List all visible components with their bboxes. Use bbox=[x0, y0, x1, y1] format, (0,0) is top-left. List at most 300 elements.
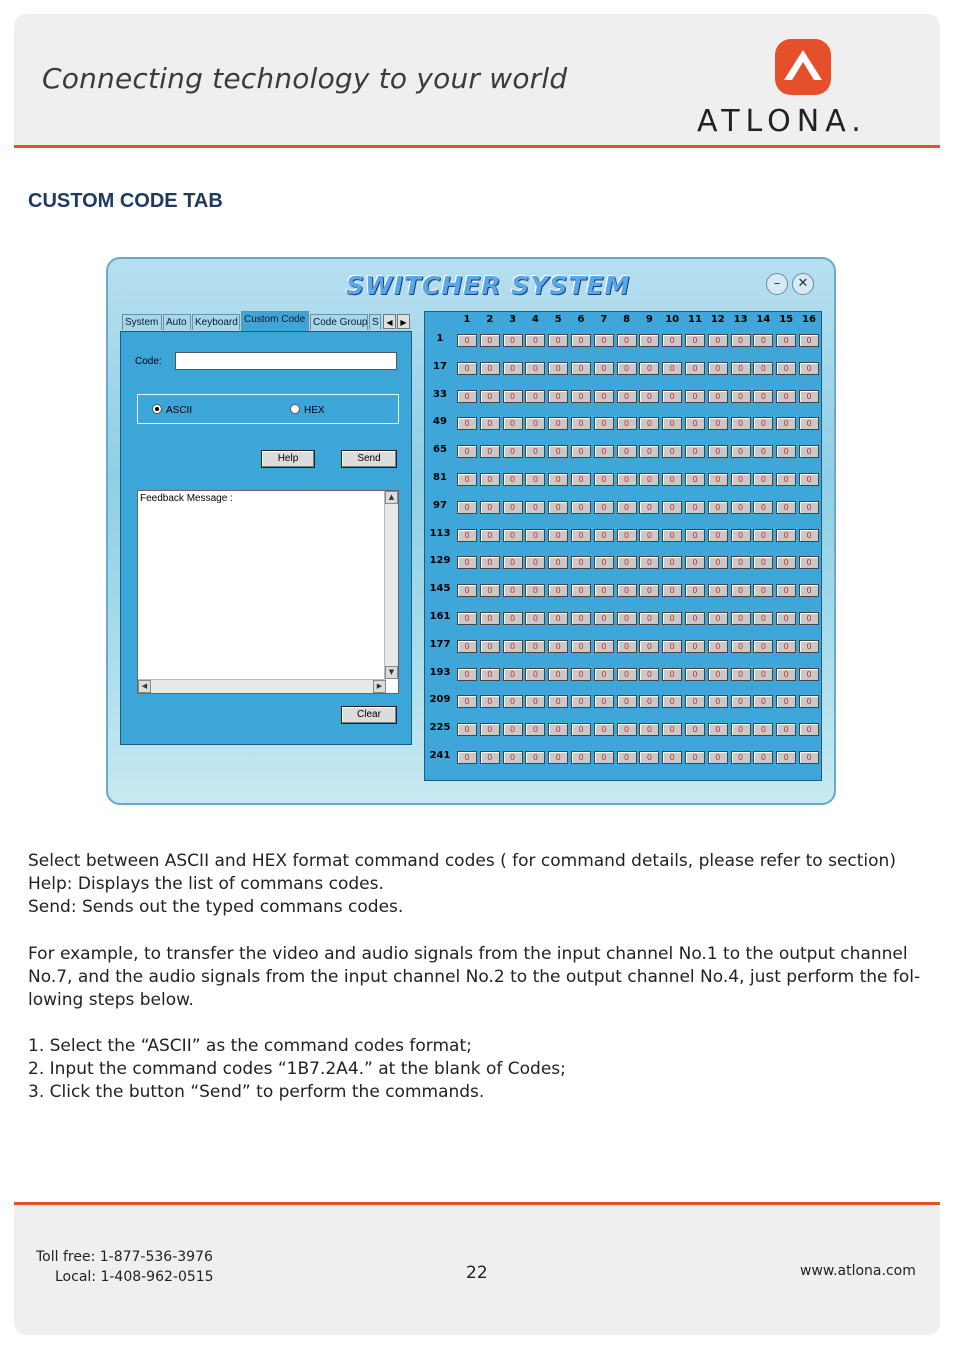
matrix-cell-button[interactable]: 0 bbox=[776, 668, 796, 681]
matrix-cell-button[interactable]: 0 bbox=[480, 390, 500, 403]
matrix-cell-button[interactable]: 0 bbox=[685, 612, 705, 625]
matrix-cell-button[interactable]: 0 bbox=[639, 417, 659, 430]
matrix-cell-button[interactable]: 0 bbox=[594, 501, 614, 514]
matrix-cell-button[interactable]: 0 bbox=[639, 501, 659, 514]
matrix-cell-button[interactable]: 0 bbox=[776, 640, 796, 653]
matrix-cell-button[interactable]: 0 bbox=[753, 390, 773, 403]
matrix-cell-button[interactable]: 0 bbox=[662, 501, 682, 514]
radio-unselected-icon bbox=[290, 404, 300, 414]
matrix-cell-button[interactable]: 0 bbox=[662, 390, 682, 403]
matrix-cell-button[interactable]: 0 bbox=[548, 612, 568, 625]
matrix-cell-button[interactable]: 0 bbox=[457, 529, 477, 542]
matrix-cell-button[interactable]: 0 bbox=[799, 529, 819, 542]
matrix-cell-button[interactable]: 0 bbox=[639, 529, 659, 542]
matrix-cell-button[interactable]: 0 bbox=[525, 668, 545, 681]
matrix-cell-button[interactable]: 0 bbox=[503, 584, 523, 597]
matrix-cell-button[interactable]: 0 bbox=[731, 390, 751, 403]
matrix-cell-button[interactable]: 0 bbox=[617, 390, 637, 403]
close-icon[interactable]: ✕ bbox=[792, 273, 814, 295]
matrix-cell-button[interactable]: 0 bbox=[525, 640, 545, 653]
matrix-cell-button[interactable]: 0 bbox=[662, 612, 682, 625]
matrix-cell-button[interactable]: 0 bbox=[685, 723, 705, 736]
matrix-cell-button[interactable]: 0 bbox=[662, 556, 682, 569]
minimize-icon[interactable]: – bbox=[766, 273, 788, 295]
matrix-cell-button[interactable]: 0 bbox=[799, 362, 819, 375]
code-input[interactable] bbox=[175, 352, 397, 370]
matrix-cell-button[interactable]: 0 bbox=[617, 473, 637, 486]
tab-auto[interactable]: Auto bbox=[163, 314, 191, 330]
matrix-cell-button[interactable]: 0 bbox=[525, 751, 545, 764]
matrix-cell-button[interactable]: 0 bbox=[571, 695, 591, 708]
matrix-column-header: 15 bbox=[779, 314, 794, 325]
matrix-cell-button[interactable]: 0 bbox=[480, 445, 500, 458]
matrix-cell-button[interactable]: 0 bbox=[685, 334, 705, 347]
matrix-cell-button[interactable]: 0 bbox=[799, 556, 819, 569]
matrix-cell-button[interactable]: 0 bbox=[753, 417, 773, 430]
matrix-cell-button[interactable]: 0 bbox=[548, 473, 568, 486]
tab-custom-code[interactable]: Custom Code bbox=[241, 311, 309, 331]
matrix-cell-button[interactable]: 0 bbox=[753, 751, 773, 764]
matrix-cell-button[interactable]: 0 bbox=[662, 584, 682, 597]
matrix-cell-button[interactable]: 0 bbox=[617, 556, 637, 569]
matrix-cell-button[interactable]: 0 bbox=[776, 612, 796, 625]
matrix-column-header: 7 bbox=[600, 314, 608, 325]
section-title: CUSTOM CODE TAB bbox=[28, 190, 223, 212]
matrix-cell-button[interactable]: 0 bbox=[503, 529, 523, 542]
matrix-cell-button[interactable]: 0 bbox=[639, 751, 659, 764]
tab-more[interactable]: S bbox=[369, 314, 381, 330]
matrix-cell-button[interactable]: 0 bbox=[685, 473, 705, 486]
matrix-cell-button[interactable]: 0 bbox=[503, 640, 523, 653]
matrix-cell-button[interactable]: 0 bbox=[753, 501, 773, 514]
matrix-cell-button[interactable]: 0 bbox=[525, 334, 545, 347]
matrix-cell-button[interactable]: 0 bbox=[525, 417, 545, 430]
matrix-cell-button[interactable]: 0 bbox=[776, 501, 796, 514]
matrix-cell-button[interactable]: 0 bbox=[776, 473, 796, 486]
matrix-cell-button[interactable]: 0 bbox=[571, 751, 591, 764]
matrix-cell-button[interactable]: 0 bbox=[799, 473, 819, 486]
matrix-cell-button[interactable]: 0 bbox=[594, 640, 614, 653]
matrix-cell-button[interactable]: 0 bbox=[753, 362, 773, 375]
matrix-cell-button[interactable]: 0 bbox=[799, 612, 819, 625]
matrix-cell-button[interactable]: 0 bbox=[548, 334, 568, 347]
matrix-cell-button[interactable]: 0 bbox=[480, 529, 500, 542]
matrix-cell-button[interactable]: 0 bbox=[776, 529, 796, 542]
matrix-cell-button[interactable]: 0 bbox=[776, 556, 796, 569]
matrix-cell-button[interactable]: 0 bbox=[617, 529, 637, 542]
matrix-cell-button[interactable]: 0 bbox=[617, 362, 637, 375]
ascii-label: ASCII bbox=[166, 405, 193, 416]
matrix-cell-button[interactable]: 0 bbox=[457, 362, 477, 375]
matrix-cell-button[interactable]: 0 bbox=[594, 751, 614, 764]
matrix-cell-button[interactable]: 0 bbox=[708, 334, 728, 347]
matrix-cell-button[interactable]: 0 bbox=[662, 417, 682, 430]
matrix-cell-button[interactable]: 0 bbox=[617, 334, 637, 347]
matrix-cell-button[interactable]: 0 bbox=[617, 723, 637, 736]
matrix-cell-button[interactable]: 0 bbox=[731, 334, 751, 347]
matrix-cell-button[interactable]: 0 bbox=[548, 751, 568, 764]
matrix-cell-button[interactable]: 0 bbox=[480, 584, 500, 597]
matrix-cell-button[interactable]: 0 bbox=[617, 417, 637, 430]
matrix-cell-button[interactable]: 0 bbox=[639, 668, 659, 681]
matrix-cell-button[interactable]: 0 bbox=[776, 723, 796, 736]
matrix-cell-button[interactable]: 0 bbox=[525, 612, 545, 625]
matrix-cell-button[interactable]: 0 bbox=[685, 417, 705, 430]
matrix-cell-button[interactable]: 0 bbox=[548, 529, 568, 542]
matrix-cell-button[interactable]: 0 bbox=[571, 473, 591, 486]
matrix-cell-button[interactable]: 0 bbox=[525, 390, 545, 403]
matrix-cell-button[interactable]: 0 bbox=[662, 751, 682, 764]
matrix-cell-button[interactable]: 0 bbox=[503, 751, 523, 764]
matrix-cell-button[interactable]: 0 bbox=[731, 362, 751, 375]
matrix-row-header: 177 bbox=[429, 638, 451, 650]
matrix-cell-button[interactable]: 0 bbox=[480, 668, 500, 681]
matrix-row-header: 209 bbox=[429, 694, 451, 706]
horizontal-scrollbar[interactable] bbox=[138, 679, 386, 693]
matrix-cell-button[interactable]: 0 bbox=[776, 751, 796, 764]
matrix-cell-button[interactable]: 0 bbox=[503, 473, 523, 486]
matrix-cell-button[interactable]: 0 bbox=[548, 501, 568, 514]
matrix-cell-button[interactable]: 0 bbox=[571, 584, 591, 597]
matrix-cell-button[interactable]: 0 bbox=[753, 556, 773, 569]
matrix-cell-button[interactable]: 0 bbox=[639, 362, 659, 375]
matrix-cell-button[interactable]: 0 bbox=[708, 501, 728, 514]
matrix-cell-button[interactable]: 0 bbox=[685, 751, 705, 764]
matrix-cell-button[interactable]: 0 bbox=[548, 640, 568, 653]
matrix-cell-button[interactable]: 0 bbox=[731, 501, 751, 514]
matrix-cell-button[interactable]: 0 bbox=[525, 362, 545, 375]
matrix-cell-button[interactable]: 0 bbox=[753, 584, 773, 597]
matrix-cell-button[interactable]: 0 bbox=[617, 612, 637, 625]
matrix-cell-button[interactable]: 0 bbox=[685, 640, 705, 653]
matrix-cell-button[interactable]: 0 bbox=[457, 668, 477, 681]
matrix-cell-button[interactable]: 0 bbox=[571, 417, 591, 430]
matrix-cell-button[interactable]: 0 bbox=[753, 695, 773, 708]
matrix-cell-button[interactable]: 0 bbox=[548, 584, 568, 597]
matrix-cell-button[interactable]: 0 bbox=[639, 334, 659, 347]
matrix-cell-button[interactable]: 0 bbox=[571, 501, 591, 514]
matrix-cell-button[interactable]: 0 bbox=[594, 584, 614, 597]
matrix-cell-button[interactable]: 0 bbox=[662, 334, 682, 347]
matrix-cell-button[interactable]: 0 bbox=[571, 529, 591, 542]
matrix-cell-button[interactable]: 0 bbox=[776, 417, 796, 430]
matrix-cell-button[interactable]: 0 bbox=[776, 362, 796, 375]
matrix-cell-button[interactable]: 0 bbox=[708, 445, 728, 458]
matrix-cell-button[interactable]: 0 bbox=[731, 445, 751, 458]
matrix-cell-button[interactable]: 0 bbox=[617, 640, 637, 653]
matrix-cell-button[interactable]: 0 bbox=[480, 334, 500, 347]
matrix-cell-button[interactable]: 0 bbox=[548, 445, 568, 458]
matrix-cell-button[interactable]: 0 bbox=[457, 334, 477, 347]
matrix-cell-button[interactable]: 0 bbox=[731, 473, 751, 486]
matrix-cell-button[interactable]: 0 bbox=[525, 556, 545, 569]
matrix-cell-button[interactable]: 0 bbox=[480, 556, 500, 569]
matrix-cell-button[interactable]: 0 bbox=[708, 640, 728, 653]
header-divider bbox=[14, 145, 940, 148]
matrix-cell-button[interactable]: 0 bbox=[639, 445, 659, 458]
matrix-cell-button[interactable]: 0 bbox=[753, 640, 773, 653]
matrix-cell-button[interactable]: 0 bbox=[594, 529, 614, 542]
matrix-cell-button[interactable]: 0 bbox=[594, 723, 614, 736]
matrix-cell-button[interactable]: 0 bbox=[594, 417, 614, 430]
tab-system[interactable]: System bbox=[122, 314, 162, 330]
ascii-radio[interactable] bbox=[152, 404, 192, 416]
matrix-cell-button[interactable]: 0 bbox=[617, 584, 637, 597]
matrix-cell-button[interactable]: 0 bbox=[731, 668, 751, 681]
matrix-cell-button[interactable]: 0 bbox=[639, 473, 659, 486]
matrix-cell-button[interactable]: 0 bbox=[639, 723, 659, 736]
matrix-cell-button[interactable]: 0 bbox=[799, 417, 819, 430]
matrix-cell-button[interactable]: 0 bbox=[548, 723, 568, 736]
send-button[interactable]: Send bbox=[341, 450, 397, 468]
matrix-cell-button[interactable]: 0 bbox=[594, 390, 614, 403]
matrix-cell-button[interactable]: 0 bbox=[799, 751, 819, 764]
matrix-cell-button[interactable]: 0 bbox=[617, 445, 637, 458]
matrix-cell-button[interactable]: 0 bbox=[525, 529, 545, 542]
matrix-cell-button[interactable]: 0 bbox=[503, 501, 523, 514]
matrix-cell-button[interactable]: 0 bbox=[525, 584, 545, 597]
matrix-cell-button[interactable]: 0 bbox=[571, 362, 591, 375]
feedback-message-box bbox=[137, 490, 399, 694]
scroll-down-icon[interactable]: ▼ bbox=[385, 666, 398, 679]
matrix-cell-button[interactable]: 0 bbox=[776, 390, 796, 403]
clear-button[interactable]: Clear bbox=[341, 706, 397, 724]
matrix-cell-button[interactable]: 0 bbox=[731, 612, 751, 625]
matrix-cell-button[interactable]: 0 bbox=[503, 723, 523, 736]
matrix-cell-button[interactable]: 0 bbox=[708, 584, 728, 597]
matrix-cell-button[interactable]: 0 bbox=[594, 473, 614, 486]
matrix-cell-button[interactable]: 0 bbox=[548, 556, 568, 569]
matrix-cell-button[interactable]: 0 bbox=[480, 612, 500, 625]
matrix-cell-button[interactable]: 0 bbox=[571, 723, 591, 736]
matrix-cell-button[interactable]: 0 bbox=[480, 640, 500, 653]
matrix-cell-button[interactable]: 0 bbox=[662, 529, 682, 542]
vertical-scrollbar[interactable] bbox=[384, 491, 398, 679]
matrix-column-header: 3 bbox=[509, 314, 517, 325]
matrix-cell-button[interactable]: 0 bbox=[708, 362, 728, 375]
scroll-left-icon[interactable]: ◀ bbox=[138, 680, 151, 693]
matrix-cell-button[interactable]: 0 bbox=[594, 695, 614, 708]
matrix-cell-button[interactable]: 0 bbox=[753, 668, 773, 681]
help-button[interactable]: Help bbox=[261, 450, 315, 468]
matrix-cell-button[interactable]: 0 bbox=[480, 501, 500, 514]
matrix-cell-button[interactable]: 0 bbox=[708, 390, 728, 403]
matrix-cell-button[interactable]: 0 bbox=[753, 334, 773, 347]
matrix-cell-button[interactable]: 0 bbox=[753, 723, 773, 736]
matrix-cell-button[interactable]: 0 bbox=[708, 556, 728, 569]
matrix-cell-button[interactable]: 0 bbox=[457, 390, 477, 403]
matrix-cell-button[interactable]: 0 bbox=[503, 334, 523, 347]
matrix-column-header: 10 bbox=[665, 314, 680, 325]
matrix-row-header: 65 bbox=[433, 444, 447, 456]
matrix-cell-button[interactable]: 0 bbox=[799, 334, 819, 347]
matrix-cell-button[interactable]: 0 bbox=[799, 445, 819, 458]
matrix-cell-button[interactable]: 0 bbox=[685, 695, 705, 708]
matrix-cell-button[interactable]: 0 bbox=[617, 668, 637, 681]
matrix-cell-button[interactable]: 0 bbox=[731, 723, 751, 736]
matrix-cell-button[interactable]: 0 bbox=[776, 334, 796, 347]
matrix-cell-button[interactable]: 0 bbox=[503, 556, 523, 569]
matrix-cell-button[interactable]: 0 bbox=[594, 612, 614, 625]
hex-radio[interactable] bbox=[290, 404, 325, 416]
matrix-cell-button[interactable]: 0 bbox=[662, 723, 682, 736]
matrix-cell-button[interactable]: 0 bbox=[594, 334, 614, 347]
matrix-cell-button[interactable]: 0 bbox=[731, 695, 751, 708]
matrix-cell-button[interactable]: 0 bbox=[799, 695, 819, 708]
matrix-cell-button[interactable]: 0 bbox=[548, 417, 568, 430]
matrix-cell-button[interactable]: 0 bbox=[799, 668, 819, 681]
matrix-cell-button[interactable]: 0 bbox=[457, 723, 477, 736]
matrix-column-header: 9 bbox=[645, 314, 653, 325]
left-panel bbox=[120, 313, 412, 745]
matrix-cell-button[interactable]: 0 bbox=[457, 584, 477, 597]
matrix-cell-button[interactable]: 0 bbox=[685, 584, 705, 597]
matrix-cell-button[interactable]: 0 bbox=[503, 362, 523, 375]
matrix-cell-button[interactable]: 0 bbox=[639, 695, 659, 708]
matrix-cell-button[interactable]: 0 bbox=[594, 445, 614, 458]
matrix-cell-button[interactable]: 0 bbox=[685, 390, 705, 403]
custom-code-tab-panel bbox=[120, 331, 412, 745]
matrix-cell-button[interactable]: 0 bbox=[571, 612, 591, 625]
matrix-cell-button[interactable]: 0 bbox=[639, 612, 659, 625]
matrix-cell-button[interactable]: 0 bbox=[480, 362, 500, 375]
scroll-right-icon[interactable]: ▶ bbox=[373, 680, 386, 693]
matrix-cell-button[interactable]: 0 bbox=[571, 334, 591, 347]
matrix-cell-button[interactable]: 0 bbox=[480, 417, 500, 430]
matrix-cell-button[interactable]: 0 bbox=[662, 445, 682, 458]
matrix-cell-button[interactable]: 0 bbox=[708, 417, 728, 430]
matrix-cell-button[interactable]: 0 bbox=[776, 584, 796, 597]
matrix-cell-button[interactable]: 0 bbox=[708, 529, 728, 542]
matrix-cell-button[interactable]: 0 bbox=[617, 695, 637, 708]
matrix-cell-button[interactable]: 0 bbox=[457, 556, 477, 569]
tab-scroll-left-icon[interactable]: ◀ bbox=[383, 314, 396, 329]
matrix-cell-button[interactable]: 0 bbox=[525, 445, 545, 458]
matrix-cell-button[interactable]: 0 bbox=[480, 695, 500, 708]
matrix-cell-button[interactable]: 0 bbox=[525, 723, 545, 736]
format-radio-group bbox=[137, 394, 399, 424]
matrix-cell-button[interactable]: 0 bbox=[639, 556, 659, 569]
matrix-cell-button[interactable]: 0 bbox=[708, 668, 728, 681]
matrix-cell-button[interactable]: 0 bbox=[662, 695, 682, 708]
matrix-cell-button[interactable]: 0 bbox=[799, 640, 819, 653]
matrix-cell-button[interactable]: 0 bbox=[776, 695, 796, 708]
matrix-cell-button[interactable]: 0 bbox=[753, 529, 773, 542]
matrix-cell-button[interactable]: 0 bbox=[525, 695, 545, 708]
matrix-cell-button[interactable]: 0 bbox=[753, 612, 773, 625]
tab-keyboard[interactable]: Keyboard bbox=[192, 314, 240, 330]
matrix-cell-button[interactable]: 0 bbox=[503, 668, 523, 681]
matrix-cell-button[interactable]: 0 bbox=[571, 445, 591, 458]
atlona-logo-icon bbox=[772, 36, 834, 98]
matrix-cell-button[interactable]: 0 bbox=[799, 584, 819, 597]
website-link[interactable]: www.atlona.com bbox=[800, 1263, 916, 1279]
matrix-cell-button[interactable]: 0 bbox=[662, 473, 682, 486]
matrix-cell-button[interactable]: 0 bbox=[525, 473, 545, 486]
matrix-cell-button[interactable]: 0 bbox=[571, 668, 591, 681]
matrix-cell-button[interactable]: 0 bbox=[708, 612, 728, 625]
tab-scroll-right-icon[interactable]: ▶ bbox=[397, 314, 410, 329]
matrix-cell-button[interactable]: 0 bbox=[731, 640, 751, 653]
matrix-cell-button[interactable]: 0 bbox=[457, 695, 477, 708]
matrix-cell-button[interactable]: 0 bbox=[685, 668, 705, 681]
matrix-cell-button[interactable]: 0 bbox=[617, 751, 637, 764]
matrix-cell-button[interactable]: 0 bbox=[548, 695, 568, 708]
matrix-cell-button[interactable]: 0 bbox=[457, 612, 477, 625]
matrix-cell-button[interactable]: 0 bbox=[639, 390, 659, 403]
matrix-cell-button[interactable]: 0 bbox=[685, 501, 705, 514]
matrix-cell-button[interactable]: 0 bbox=[503, 445, 523, 458]
matrix-cell-button[interactable]: 0 bbox=[662, 362, 682, 375]
matrix-cell-button[interactable]: 0 bbox=[571, 390, 591, 403]
matrix-cell-button[interactable]: 0 bbox=[753, 445, 773, 458]
matrix-cell-button[interactable]: 0 bbox=[548, 668, 568, 681]
matrix-cell-button[interactable]: 0 bbox=[480, 751, 500, 764]
matrix-cell-button[interactable]: 0 bbox=[639, 640, 659, 653]
matrix-cell-button[interactable]: 0 bbox=[503, 695, 523, 708]
matrix-cell-button[interactable]: 0 bbox=[639, 584, 659, 597]
matrix-cell-button[interactable]: 0 bbox=[662, 668, 682, 681]
matrix-cell-button[interactable]: 0 bbox=[457, 417, 477, 430]
matrix-column-header: 16 bbox=[802, 314, 816, 325]
matrix-cell-button[interactable]: 0 bbox=[685, 445, 705, 458]
scroll-up-icon[interactable]: ▲ bbox=[385, 491, 398, 504]
matrix-cell-button[interactable]: 0 bbox=[776, 445, 796, 458]
tab-code-group[interactable]: Code Group bbox=[310, 314, 368, 330]
matrix-cell-button[interactable]: 0 bbox=[753, 473, 773, 486]
matrix-cell-button[interactable]: 0 bbox=[457, 751, 477, 764]
matrix-cell-button[interactable]: 0 bbox=[594, 668, 614, 681]
matrix-cell-button[interactable]: 0 bbox=[708, 695, 728, 708]
matrix-cell-button[interactable]: 0 bbox=[799, 723, 819, 736]
matrix-cell-button[interactable]: 0 bbox=[480, 473, 500, 486]
matrix-cell-button[interactable]: 0 bbox=[594, 556, 614, 569]
matrix-cell-button[interactable]: 0 bbox=[457, 640, 477, 653]
matrix-cell-button[interactable]: 0 bbox=[731, 529, 751, 542]
matrix-column-header: 4 bbox=[531, 314, 539, 325]
matrix-cell-button[interactable]: 0 bbox=[662, 640, 682, 653]
matrix-cell-button[interactable]: 0 bbox=[594, 362, 614, 375]
matrix-cell-button[interactable]: 0 bbox=[799, 501, 819, 514]
matrix-cell-button[interactable]: 0 bbox=[503, 417, 523, 430]
matrix-cell-button[interactable]: 0 bbox=[731, 417, 751, 430]
matrix-cell-button[interactable]: 0 bbox=[685, 556, 705, 569]
matrix-cell-button[interactable]: 0 bbox=[457, 501, 477, 514]
page-number: 22 bbox=[466, 1263, 488, 1283]
matrix-cell-button[interactable]: 0 bbox=[548, 362, 568, 375]
matrix-cell-button[interactable]: 0 bbox=[480, 723, 500, 736]
matrix-row-header: 49 bbox=[433, 416, 447, 428]
matrix-cell-button[interactable]: 0 bbox=[799, 390, 819, 403]
matrix-cell-button[interactable]: 0 bbox=[457, 445, 477, 458]
matrix-cell-button[interactable]: 0 bbox=[503, 612, 523, 625]
matrix-cell-button[interactable]: 0 bbox=[708, 751, 728, 764]
matrix-cell-button[interactable]: 0 bbox=[571, 640, 591, 653]
matrix-cell-button[interactable]: 0 bbox=[685, 362, 705, 375]
matrix-cell-button[interactable]: 0 bbox=[548, 390, 568, 403]
matrix-cell-button[interactable]: 0 bbox=[525, 501, 545, 514]
matrix-cell-button[interactable]: 0 bbox=[708, 723, 728, 736]
matrix-cell-button[interactable]: 0 bbox=[457, 473, 477, 486]
matrix-cell-button[interactable]: 0 bbox=[685, 529, 705, 542]
matrix-cell-button[interactable]: 0 bbox=[731, 584, 751, 597]
matrix-cell-button[interactable]: 0 bbox=[571, 556, 591, 569]
matrix-cell-button[interactable]: 0 bbox=[731, 751, 751, 764]
matrix-cell-button[interactable]: 0 bbox=[731, 556, 751, 569]
matrix-cell-button[interactable]: 0 bbox=[708, 473, 728, 486]
matrix-cell-button[interactable]: 0 bbox=[503, 390, 523, 403]
matrix-cell-button[interactable]: 0 bbox=[617, 501, 637, 514]
